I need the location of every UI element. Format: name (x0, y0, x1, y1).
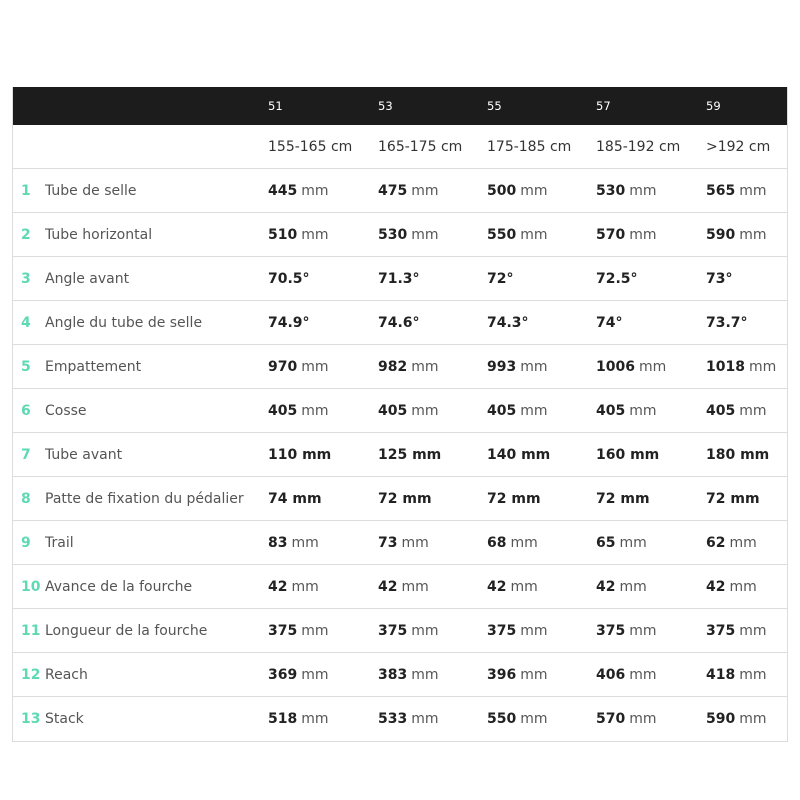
value-cell (596, 257, 638, 300)
value-cell (706, 565, 757, 608)
value-cell (487, 301, 529, 344)
value-number: 518 (268, 711, 298, 727)
value-cell (268, 345, 329, 388)
row-number: 3 (21, 270, 31, 287)
table-row (13, 257, 787, 301)
measurement-label-cell (21, 477, 244, 520)
value-number: 530 (378, 226, 408, 243)
value-number: 72 mm (378, 490, 432, 507)
measurement-label: Stack (45, 711, 84, 727)
value-cell (706, 609, 767, 652)
value-unit: mm (520, 402, 548, 419)
value-number: 405 (268, 402, 298, 419)
value-cell (378, 301, 420, 344)
value-number: 125 mm (378, 446, 442, 463)
rider-height-53: 165-175 cm (378, 138, 463, 155)
table-row (13, 521, 787, 565)
value-cell (378, 389, 439, 432)
table-row (13, 653, 787, 697)
value-number: 74° (596, 314, 623, 331)
value-number: 405 (487, 402, 517, 419)
value-number: 73° (706, 270, 733, 287)
value-number: 375 (706, 622, 736, 639)
value-cell (487, 389, 548, 432)
value-unit: mm (301, 226, 329, 243)
table-row (13, 609, 787, 653)
value-number: 1018 (706, 358, 745, 375)
value-number: 369 (268, 666, 298, 683)
value-number: 140 mm (487, 446, 551, 463)
value-unit: mm (411, 666, 439, 683)
value-cell (268, 653, 329, 696)
value-unit: mm (629, 666, 657, 683)
value-unit: mm (739, 182, 767, 199)
value-cell (268, 213, 329, 256)
value-cell (487, 257, 513, 300)
measurement-label-cell (21, 521, 74, 564)
value-cell (596, 697, 657, 741)
measurement-label-cell (21, 565, 192, 608)
measurement-label: Cosse (45, 402, 87, 419)
row-number: 11 (21, 622, 41, 639)
value-number: 42 (596, 578, 616, 595)
row-number: 13 (21, 711, 41, 727)
value-cell (487, 521, 538, 564)
value-number: 73 (378, 534, 398, 551)
value-number: 110 mm (268, 446, 332, 463)
table-row (13, 301, 787, 345)
value-cell (596, 169, 657, 212)
value-number: 383 (378, 666, 408, 683)
value-unit: mm (411, 182, 439, 199)
value-cell (706, 301, 748, 344)
measurement-label-cell (21, 433, 122, 476)
value-cell (596, 565, 647, 608)
measurement-label: Tube horizontal (45, 226, 153, 243)
value-number: 72 mm (706, 490, 760, 507)
value-unit: mm (401, 534, 429, 551)
rider-height-row (13, 125, 787, 169)
value-number: 500 (487, 182, 517, 199)
value-number: 406 (596, 666, 626, 683)
value-unit: mm (748, 358, 777, 375)
table-row (13, 169, 787, 213)
value-cell (268, 521, 319, 564)
measurement-label: Trail (45, 534, 74, 551)
value-number: 70.5° (268, 270, 310, 287)
value-unit: mm (629, 622, 657, 639)
value-number: 530 (596, 182, 626, 199)
measurement-label: Tube avant (45, 446, 123, 463)
table-row (13, 697, 787, 741)
measurement-label-cell (21, 345, 141, 388)
value-cell (706, 521, 757, 564)
value-unit: mm (629, 402, 657, 419)
value-cell (487, 433, 550, 476)
value-unit: mm (411, 622, 439, 639)
table-row (13, 213, 787, 257)
value-cell (378, 653, 439, 696)
size-header-51: 51 (268, 99, 283, 113)
value-cell (378, 697, 439, 741)
geometry-table (12, 87, 788, 742)
table-row (13, 477, 787, 521)
value-cell (378, 257, 420, 300)
value-number: 74.6° (378, 314, 420, 331)
measurement-label: Patte de fixation du pédalier (45, 490, 244, 507)
rider-height-59: >192 cm (706, 138, 771, 155)
value-unit: mm (301, 182, 329, 199)
value-number: 418 (706, 666, 736, 683)
value-unit: mm (520, 226, 548, 243)
measurement-label: Reach (45, 666, 88, 683)
value-cell (706, 477, 760, 520)
value-cell (596, 477, 650, 520)
value-cell (378, 609, 439, 652)
value-number: 570 (596, 226, 626, 243)
value-unit: mm (411, 711, 439, 727)
value-unit: mm (520, 711, 548, 727)
measurement-label-cell (21, 169, 137, 212)
value-unit: mm (729, 534, 757, 551)
value-number: 982 (378, 358, 408, 375)
row-number: 8 (21, 490, 31, 507)
value-unit: mm (629, 711, 657, 727)
measurement-label: Empattement (45, 358, 142, 375)
value-cell (378, 345, 439, 388)
value-cell (487, 169, 548, 212)
value-unit: mm (401, 578, 429, 595)
value-cell (378, 433, 441, 476)
rider-height-55: 175-185 cm (487, 138, 572, 155)
row-number: 1 (21, 182, 31, 199)
value-number: 375 (487, 622, 517, 639)
value-unit: mm (510, 578, 538, 595)
value-number: 590 (706, 226, 736, 243)
value-unit: mm (619, 534, 647, 551)
size-header-row (13, 87, 787, 125)
value-cell (487, 345, 548, 388)
value-cell (268, 477, 322, 520)
value-unit: mm (301, 402, 329, 419)
value-unit: mm (301, 622, 329, 639)
rider-height-51: 155-165 cm (268, 138, 353, 155)
value-unit: mm (301, 666, 329, 683)
value-number: 510 (268, 226, 298, 243)
value-unit: mm (739, 622, 767, 639)
size-header-53: 53 (378, 99, 393, 113)
value-unit: mm (520, 622, 548, 639)
value-cell (378, 169, 439, 212)
row-number: 7 (21, 446, 31, 463)
value-number: 42 (378, 578, 398, 595)
measurement-label-cell (21, 301, 202, 344)
value-number: 83 (268, 534, 288, 551)
row-number: 2 (21, 226, 31, 243)
row-number: 9 (21, 534, 31, 551)
measurement-label-cell (21, 609, 207, 652)
value-cell (268, 389, 329, 432)
value-cell (596, 521, 647, 564)
value-number: 72 mm (596, 490, 650, 507)
value-number: 375 (268, 622, 298, 639)
size-header-57: 57 (596, 99, 611, 113)
value-cell (378, 213, 439, 256)
value-unit: mm (520, 666, 548, 683)
value-unit: mm (301, 711, 329, 727)
value-unit: mm (510, 534, 538, 551)
rider-height-57: 185-192 cm (596, 138, 681, 155)
value-cell (596, 345, 666, 388)
value-number: 396 (487, 666, 517, 683)
measurement-label-cell (21, 389, 87, 432)
measurement-label-cell (21, 653, 88, 696)
value-cell (268, 565, 319, 608)
value-cell (378, 565, 429, 608)
value-number: 405 (378, 402, 408, 419)
value-unit: mm (629, 226, 657, 243)
row-number: 10 (21, 578, 41, 595)
value-cell (487, 697, 548, 741)
value-number: 72 mm (487, 490, 541, 507)
value-number: 405 (596, 402, 626, 419)
value-cell (596, 389, 657, 432)
measurement-label: Tube de selle (45, 182, 137, 199)
row-number: 12 (21, 666, 41, 683)
value-number: 74.9° (268, 314, 310, 331)
value-cell (487, 565, 538, 608)
measurement-label-cell (21, 257, 129, 300)
row-number: 5 (21, 358, 31, 375)
value-unit: mm (729, 578, 757, 595)
value-cell (706, 257, 732, 300)
value-number: 180 mm (706, 446, 770, 463)
value-number: 74 mm (268, 490, 322, 507)
value-cell (706, 169, 767, 212)
measurement-label: Angle avant (45, 270, 130, 287)
value-cell (487, 653, 548, 696)
value-number: 42 (268, 578, 288, 595)
value-unit: mm (638, 358, 667, 375)
value-number: 375 (378, 622, 408, 639)
value-cell (487, 477, 541, 520)
value-number: 72.5° (596, 270, 638, 287)
value-number: 74.3° (487, 314, 529, 331)
size-header-59: 59 (706, 99, 721, 113)
value-unit: mm (520, 358, 548, 375)
value-unit: mm (411, 226, 439, 243)
value-cell (487, 609, 548, 652)
value-unit: mm (739, 711, 767, 727)
value-unit: mm (411, 358, 439, 375)
value-number: 375 (596, 622, 626, 639)
value-cell (706, 697, 767, 741)
value-number: 42 (706, 578, 726, 595)
value-number: 970 (268, 358, 298, 375)
value-unit: mm (291, 534, 319, 551)
value-cell (596, 653, 657, 696)
value-number: 570 (596, 711, 626, 727)
value-number: 533 (378, 711, 408, 727)
value-number: 160 mm (596, 446, 660, 463)
value-number: 1006 (596, 358, 635, 375)
measurement-label-cell (21, 213, 152, 256)
table-row (13, 565, 787, 609)
value-cell (706, 389, 767, 432)
value-unit: mm (739, 226, 767, 243)
value-cell (596, 301, 622, 344)
value-cell (596, 213, 657, 256)
value-unit: mm (301, 358, 329, 375)
value-cell (268, 301, 310, 344)
value-number: 993 (487, 358, 517, 375)
value-unit: mm (739, 402, 767, 419)
value-number: 445 (268, 182, 298, 199)
measurement-label: Longueur de la fourche (45, 622, 208, 639)
value-cell (706, 345, 776, 388)
value-number: 590 (706, 711, 736, 727)
value-unit: mm (619, 578, 647, 595)
value-number: 73.7° (706, 314, 748, 331)
measurement-label: Avance de la fourche (45, 578, 193, 595)
value-cell (268, 609, 329, 652)
value-cell (706, 213, 767, 256)
value-cell (596, 433, 659, 476)
row-number: 4 (21, 314, 31, 331)
row-number: 6 (21, 402, 31, 419)
value-number: 405 (706, 402, 736, 419)
value-unit: mm (629, 182, 657, 199)
value-cell (706, 653, 767, 696)
value-unit: mm (739, 666, 767, 683)
value-cell (706, 433, 769, 476)
value-number: 72° (487, 270, 514, 287)
value-number: 65 (596, 534, 616, 551)
value-number: 475 (378, 182, 408, 199)
measurement-label: Angle du tube de selle (45, 314, 203, 331)
table-row (13, 389, 787, 433)
value-cell (268, 433, 331, 476)
value-cell (268, 257, 310, 300)
value-number: 565 (706, 182, 736, 199)
value-unit: mm (520, 182, 548, 199)
table-row (13, 345, 787, 389)
value-unit: mm (411, 402, 439, 419)
value-unit: mm (291, 578, 319, 595)
value-number: 550 (487, 226, 517, 243)
value-number: 550 (487, 711, 517, 727)
value-cell (596, 609, 657, 652)
value-cell (378, 521, 429, 564)
value-cell (378, 477, 432, 520)
value-number: 71.3° (378, 270, 420, 287)
value-number: 62 (706, 534, 726, 551)
size-header-55: 55 (487, 99, 502, 113)
value-number: 68 (487, 534, 507, 551)
value-number: 42 (487, 578, 507, 595)
value-cell (487, 213, 548, 256)
value-cell (268, 697, 329, 741)
measurement-label-cell (21, 697, 84, 741)
value-cell (268, 169, 329, 212)
table-row (13, 433, 787, 477)
